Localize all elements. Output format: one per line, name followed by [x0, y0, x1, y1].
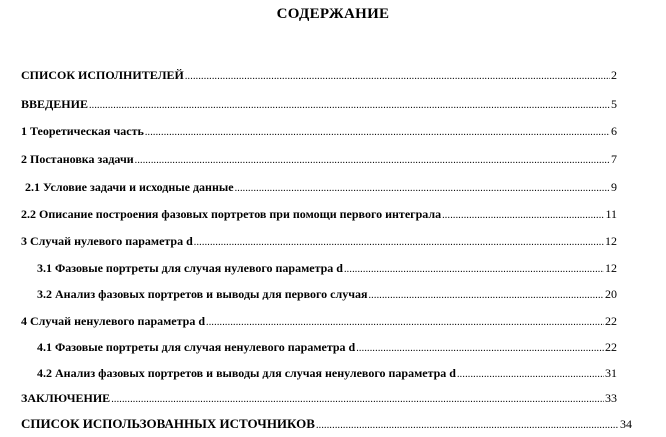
toc-entry-conclusion: [21, 391, 617, 407]
toc-entry-label: 4.2 Анализ фазовых портретов и выводы для случая ненулевого параметра d: [37, 366, 456, 380]
toc-entry-zero-parameter-portraits: [37, 261, 617, 277]
toc-entry-label: 4 Случай ненулевого параметра d: [21, 314, 206, 328]
toc-dot-leader: [344, 263, 604, 277]
toc-entry-label: 3.2 Анализ фазовых портретов и выводы для первого случая: [37, 287, 368, 301]
toc-dot-leader: [316, 418, 619, 433]
toc-dot-leader: [145, 126, 610, 140]
toc-dot-leader: [135, 154, 610, 168]
toc-entry-page: 22: [605, 340, 617, 354]
toc-entry-label: 2 Постановка задачи: [21, 152, 134, 166]
toc-entry-nonzero-parameter-portraits: [37, 340, 617, 356]
toc-entry-page: 31: [605, 366, 617, 380]
toc-entry-page: 12: [605, 234, 617, 248]
toc-entry-label: СПИСОК ИСПОЛЬЗОВАННЫХ ИСТОЧНИКОВ: [21, 416, 315, 431]
toc-entry-page: 33: [605, 391, 617, 405]
toc-dot-leader: [356, 342, 604, 356]
toc-entry-page: 20: [605, 287, 617, 301]
toc-entry-label: 4.1 Фазовые портреты для случая ненулевого параметра d: [37, 340, 356, 354]
toc-entry-phase-portraits-method: [21, 207, 617, 223]
toc-entry-nonzero-parameter: [21, 314, 617, 330]
toc-entry-zero-parameter: [21, 234, 617, 250]
toc-entry-label: СПИСОК ИСПОЛНИТЕЛЕЙ: [21, 68, 184, 82]
toc-dot-leader: [442, 209, 604, 223]
toc-entry-page: 9: [611, 180, 617, 194]
toc-entry-page: 22: [605, 314, 617, 328]
toc-dot-leader: [89, 99, 610, 113]
toc-entry-label: 3 Случай нулевого параметра d: [21, 234, 193, 248]
toc-entry-page: 6: [611, 124, 617, 138]
toc-entry-problem-statement: [21, 152, 617, 168]
toc-entry-references: [21, 416, 632, 433]
toc-title: СОДЕРЖАНИЕ: [276, 6, 390, 22]
toc-entry-page: 7: [611, 152, 617, 166]
toc-entry-page: 11: [605, 207, 617, 221]
toc-entry-label: 2.1 Условие задачи и исходные данные: [25, 180, 234, 194]
toc-entry-introduction: [21, 97, 617, 113]
toc-entry-label: 2.2 Описание построения фазовых портретов при помощи первого интеграла: [21, 207, 442, 221]
toc-entry-page: 12: [605, 261, 617, 275]
toc-entry-label: 3.1 Фазовые портреты для случая нулевого параметра d: [37, 261, 343, 275]
toc-dot-leader: [206, 316, 604, 330]
toc-entry-nonzero-case-analysis: [37, 366, 617, 382]
toc-dot-leader: [457, 368, 604, 382]
toc-entry-performers: [21, 68, 617, 84]
toc-dot-leader: [185, 70, 610, 84]
toc-entry-page: 34: [620, 417, 632, 431]
toc-dot-leader: [194, 236, 604, 250]
toc-entry-page: 5: [611, 97, 617, 111]
toc-entry-label: ВВЕДЕНИЕ: [21, 97, 88, 111]
toc-dot-leader: [368, 289, 604, 303]
toc-dot-leader: [235, 182, 610, 196]
toc-entry-label: ЗАКЛЮЧЕНИЕ: [21, 391, 111, 405]
toc-entry-theory: [21, 124, 617, 140]
toc-dot-leader: [111, 393, 604, 407]
toc-entry-page: 2: [611, 68, 617, 82]
toc-entry-problem-conditions: [25, 180, 617, 196]
toc-entry-label: 1 Теоретическая часть: [21, 124, 144, 138]
toc-entry-first-case-analysis: [37, 287, 617, 303]
